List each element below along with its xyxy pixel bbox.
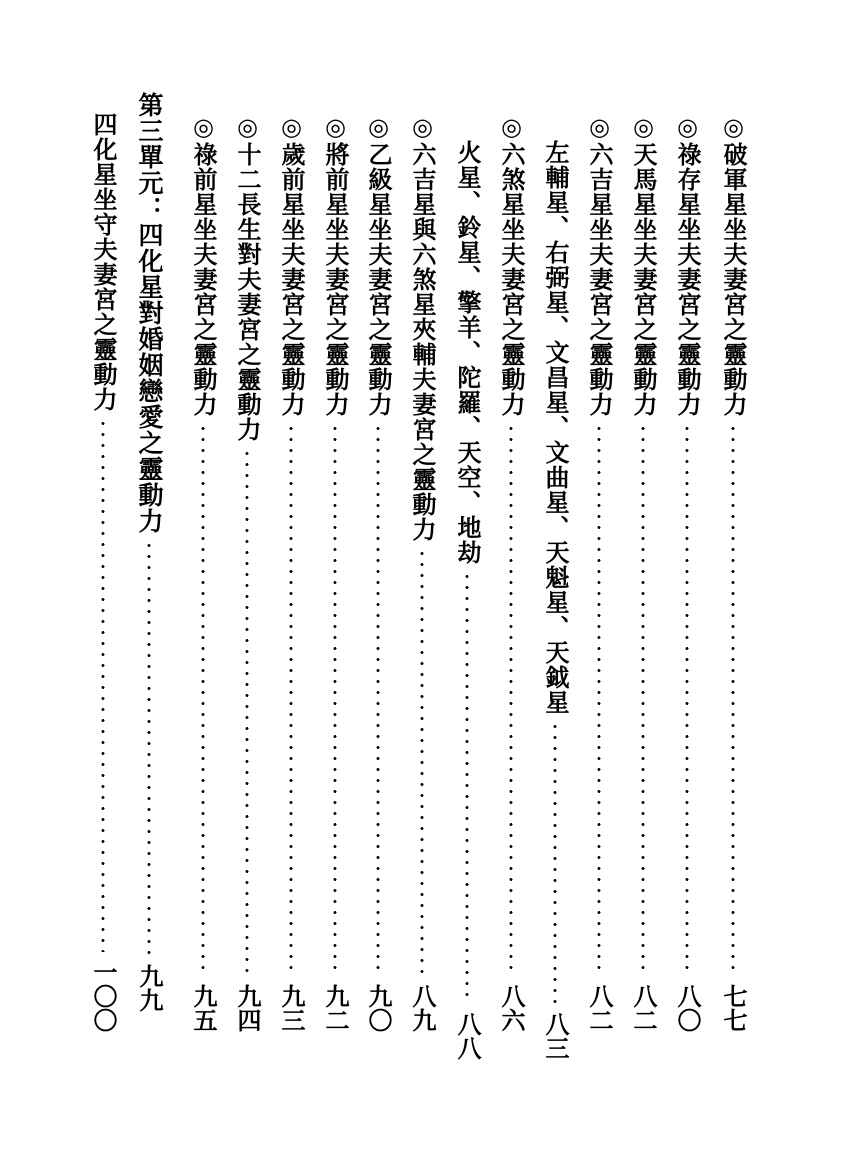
toc-entry-title: ◎六吉星坐夫妻宮之靈動力 (585, 112, 614, 417)
toc-subentry[interactable] (538, 140, 572, 1060)
dot-leader (101, 418, 105, 952)
toc-entry-title: 四化星坐守夫妻宮之靈動力 (89, 112, 118, 412)
dot-leader (245, 448, 249, 976)
dot-leader (333, 423, 337, 976)
toc-entry-title: ◎祿前星坐夫妻宮之靈動力 (189, 112, 218, 417)
toc-entry[interactable] (405, 112, 439, 1032)
toc-entry-title: ◎六煞星坐夫妻宮之靈動力 (497, 112, 526, 417)
dot-leader (685, 423, 689, 976)
toc-entry[interactable] (361, 112, 395, 1032)
dot-leader (376, 423, 380, 976)
toc-entry[interactable] (230, 112, 264, 1032)
toc-entry[interactable] (670, 112, 704, 1032)
toc-entry-page: 九五 (189, 984, 218, 1032)
toc-entry-page: 一〇〇 (89, 960, 118, 1032)
toc-entry-title: ◎十二長生對夫妻宮之靈動力 (233, 112, 262, 442)
toc-entry-title: ◎將前星坐夫妻宮之靈動力 (321, 112, 350, 417)
toc-entry-title: 左輔星、右弼星、文昌星、文曲星、天魁星、天鉞星 (541, 140, 570, 715)
toc-subentry[interactable] (450, 140, 484, 1060)
toc-entry-page: 九三 (277, 984, 306, 1032)
toc-entry-page: 八八 (453, 1012, 482, 1060)
toc-entry-title: ◎乙級星坐夫妻宮之靈動力 (364, 112, 393, 417)
toc-entry-page: 九〇 (364, 984, 393, 1032)
toc-entry-title: 火星、鈴星、擎羊、陀羅、天空、地劫 (453, 140, 482, 565)
toc-entry[interactable] (494, 112, 528, 1032)
toc-entry-page: 八二 (629, 984, 658, 1032)
toc-entry[interactable] (626, 112, 660, 1032)
dot-leader (597, 423, 601, 976)
toc-entry-page: 八三 (541, 1012, 570, 1060)
toc-entry-page: 八二 (585, 984, 614, 1032)
toc-entry-title: ◎歲前星坐夫妻宮之靈動力 (277, 112, 306, 417)
dot-leader (289, 423, 293, 976)
toc-entry[interactable] (186, 112, 220, 1032)
toc-entry-page: 九二 (321, 984, 350, 1032)
dot-leader (509, 423, 513, 976)
toc-chapter-heading[interactable] (132, 92, 166, 1012)
dot-leader (420, 548, 424, 976)
toc-entry-page: 七七 (719, 984, 748, 1032)
toc-entry[interactable] (582, 112, 616, 1032)
dot-leader (553, 721, 557, 1004)
toc-entry-title: 第三單元：四化星對婚姻戀愛之靈動力 (135, 92, 164, 534)
toc-entry-page: 八九 (408, 984, 437, 1032)
toc-entry-page: 八〇 (673, 984, 702, 1032)
toc-entry[interactable] (318, 112, 352, 1032)
toc-entry-title: ◎破軍星坐夫妻宮之靈動力 (719, 112, 748, 417)
toc-entry[interactable] (274, 112, 308, 1032)
toc-entry-page: 九四 (233, 984, 262, 1032)
dot-leader (201, 423, 205, 976)
toc-entry-page: 八六 (497, 984, 526, 1032)
toc-entry-page: 九九 (135, 964, 164, 1012)
dot-leader (731, 423, 735, 976)
dot-leader (147, 540, 151, 956)
toc-entry[interactable] (716, 112, 750, 1032)
toc-entry-title: ◎祿存星坐夫妻宮之靈動力 (673, 112, 702, 417)
dot-leader (465, 571, 469, 1004)
toc-entry[interactable] (86, 112, 120, 1032)
toc-entry-title: ◎天馬星坐夫妻宮之靈動力 (629, 112, 658, 417)
toc-entry-title: ◎六吉星與六煞星夾輔夫妻宮之靈動力 (408, 112, 437, 542)
dot-leader (641, 423, 645, 976)
